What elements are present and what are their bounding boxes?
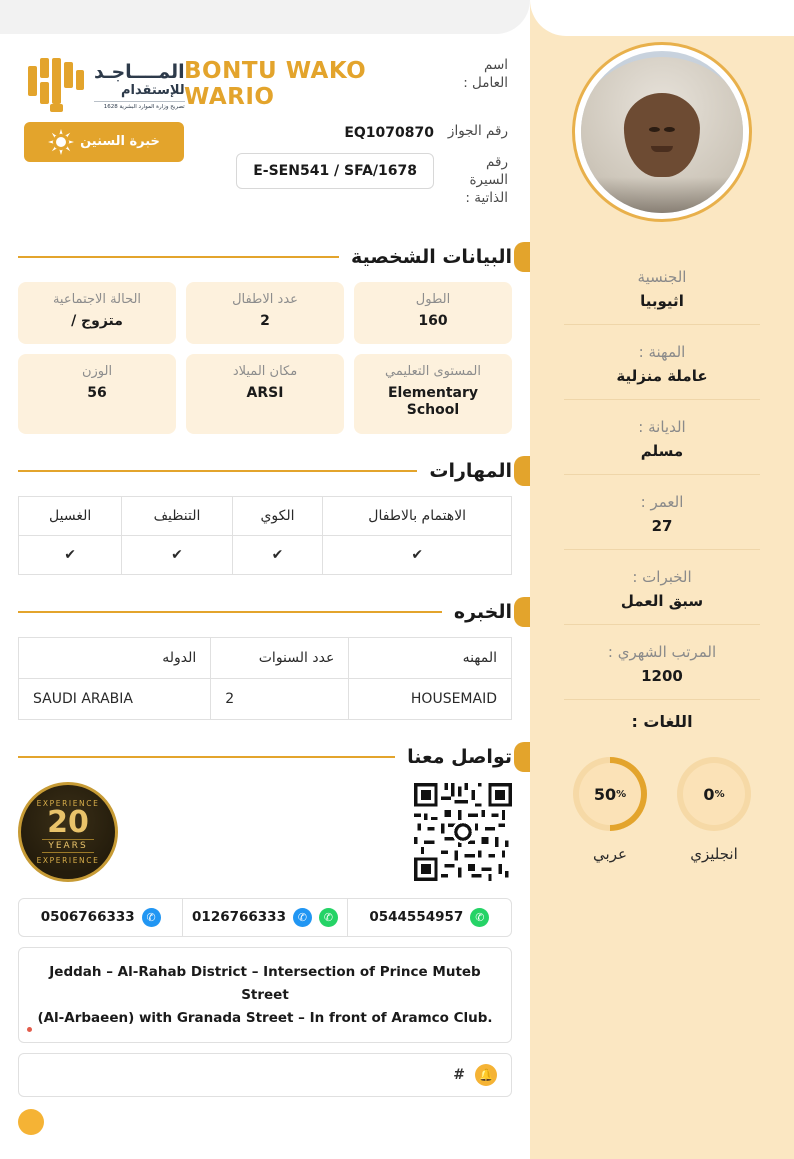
phone-entry-2[interactable] [182, 899, 346, 936]
logo-name-line2: للإستقدام [120, 82, 185, 98]
contact-top-row [18, 782, 512, 882]
seal-years-label: YEARS [42, 839, 93, 853]
sidebar-item-value: سبق العمل [620, 592, 704, 610]
table-row [19, 637, 512, 678]
sidebar-item-label: المهنة : [638, 343, 686, 361]
header [18, 0, 512, 220]
eye-right-icon [664, 127, 675, 132]
skill-header: الغسيل [19, 496, 122, 535]
field-cv-number [184, 153, 508, 208]
skill-header: التنظيف [122, 496, 232, 535]
eye-left-icon [649, 127, 660, 132]
sidebar-item-label: المرتب الشهري : [607, 643, 717, 661]
percent-sign: % [714, 788, 725, 800]
sidebar-item-nationality [530, 250, 794, 324]
card-value: 160 [418, 312, 448, 329]
field-label: رقم الجواز [447, 123, 508, 139]
phone-entry-3[interactable] [19, 899, 182, 936]
language-donut-inner [683, 763, 745, 825]
sidebar-item-label: الخبرات : [632, 568, 692, 586]
qr-code[interactable] [414, 783, 512, 881]
sidebar-item-label: الديانة : [638, 418, 686, 436]
mouth-icon [651, 146, 673, 152]
language-item-arabic [570, 757, 650, 863]
cell-country: SAUDI ARABIA [19, 678, 211, 719]
experience-table [18, 637, 512, 720]
address-line-2: (Al-Arbaeen) with Granada Street – In front of Aramco Club. [37, 1009, 493, 1026]
sidebar-item-religion [530, 400, 794, 474]
badge-label: خبرة السنين [80, 133, 160, 149]
phone-number: 0506766333 [40, 909, 135, 926]
field-name [184, 56, 508, 110]
section-rule [18, 756, 395, 758]
card-birthplace [186, 354, 344, 434]
photo-shadow [581, 177, 743, 213]
card-weight [18, 354, 176, 434]
language-item-english [674, 757, 754, 863]
card-label: الطول [415, 291, 451, 307]
card-label: الحالة الاجتماعية [52, 291, 142, 307]
field-passport [184, 122, 508, 141]
sidebar-item-experience [530, 550, 794, 624]
section-rule [18, 611, 442, 613]
sidebar-item-label: العمر : [640, 493, 684, 511]
check-icon: ✔ [323, 535, 512, 574]
avatar [572, 42, 752, 222]
personal-cards-row-2 [18, 354, 512, 434]
section-rule [18, 470, 417, 472]
table-row [19, 535, 512, 574]
card-value: متزوج / [71, 312, 123, 329]
card-label: عدد الاطفال [232, 291, 298, 307]
phone-numbers-row [18, 898, 512, 937]
card-education [354, 354, 512, 434]
cell-years: 2 [211, 678, 349, 719]
cell-profession: HOUSEMAID [349, 678, 512, 719]
section-personal-data [18, 246, 512, 268]
avatar-photo [581, 51, 743, 213]
sidebar-item-value: 1200 [641, 667, 683, 685]
section-title: الخبره [453, 600, 512, 623]
sidebar-info-list [530, 250, 794, 863]
section-skills [18, 460, 512, 482]
starburst-icon [48, 129, 74, 155]
company-logo [24, 56, 184, 162]
personal-cards-row-1 [18, 282, 512, 344]
language-name: عربي [593, 845, 627, 863]
language-donut [677, 757, 751, 831]
table-row [19, 678, 512, 719]
section-tab [514, 242, 530, 272]
column-header-country: الدوله [19, 637, 211, 678]
check-icon: ✔ [232, 535, 323, 574]
sidebar-item-salary [530, 625, 794, 699]
sidebar-item-profession [530, 325, 794, 399]
field-label: رقم السيرة الذاتية : [465, 154, 508, 207]
seal-number: 20 [47, 804, 89, 840]
sidebar-top-notch [530, 0, 794, 36]
section-title: البيانات الشخصية [351, 245, 512, 268]
card-marital-status [18, 282, 176, 344]
experience-seal-icon [18, 782, 118, 882]
field-label: اسم العامل : [463, 57, 508, 92]
language-percent: 0 [703, 784, 715, 804]
language-donut-inner [579, 763, 641, 825]
experience-badge [24, 122, 184, 162]
language-donut [573, 757, 647, 831]
column-header-profession: المهنه [349, 637, 512, 678]
phone-entry-1[interactable] [347, 899, 511, 936]
section-title: المهارات [429, 459, 512, 482]
address-box [18, 947, 512, 1044]
check-icon: ✔ [19, 535, 122, 574]
cv-number-box: E-SEN541 / SFA/1678 [236, 153, 434, 189]
table-row [19, 496, 512, 535]
identity-fields [184, 56, 512, 220]
sidebar-item-age [530, 475, 794, 549]
whatsapp-icon[interactable]: ✆ [319, 908, 338, 927]
sidebar-item-value: عاملة منزلية [616, 367, 708, 385]
card-label: الوزن [81, 363, 113, 379]
logo-license-text: تصريح وزارة الموارد البشرية 1628 [94, 101, 185, 110]
sidebar-item-value: اثيوبيا [640, 292, 684, 310]
address-line-1: Jeddah – Al-Rahab District – Intersection of Prince Muteb Street [49, 963, 481, 1003]
languages-title: اللغات : [631, 712, 693, 731]
section-title: تواصل معنا [407, 745, 512, 768]
section-experience [18, 601, 512, 623]
card-value: ARSI [246, 384, 284, 401]
bell-icon[interactable]: 🔔 [475, 1064, 497, 1086]
card-value: Elementary School [387, 384, 479, 418]
logo-name-line1: المــــاجـد [94, 60, 185, 83]
skill-header: الاهتمام بالاطفال [323, 496, 512, 535]
section-tab [514, 597, 530, 627]
phone-number: 0126766333 [192, 909, 286, 926]
social-box [18, 1053, 512, 1097]
whatsapp-icon[interactable]: ✆ [470, 908, 489, 927]
page-title: BONTU WAKO WARIO [184, 58, 367, 110]
seal-top-text: EXPERIENCE [36, 798, 100, 808]
languages-chart [530, 737, 794, 863]
phone-icon[interactable]: ✆ [293, 908, 312, 927]
sidebar [530, 0, 794, 1159]
card-label: مكان الميلاد [232, 363, 298, 379]
passport-value: EQ1070870 [344, 125, 434, 141]
language-percent: 50 [593, 784, 617, 804]
skill-header: الكوي [232, 496, 323, 535]
sidebar-item-value: مسلم [640, 442, 684, 460]
location-dot-icon [27, 1027, 32, 1032]
bottom-accent-circle [18, 1109, 44, 1135]
section-contact [18, 746, 512, 768]
sidebar-item-label: الجنسية [637, 268, 687, 286]
sidebar-item-value: 27 [651, 517, 673, 535]
card-label: المستوى التعليمي [385, 363, 481, 379]
card-children [186, 282, 344, 344]
column-header-years: عدد السنوات [211, 637, 349, 678]
check-icon: ✔ [122, 535, 232, 574]
phone-icon[interactable]: ✆ [142, 908, 161, 927]
phone-number: 0544554957 [369, 909, 464, 926]
card-value: 56 [87, 384, 107, 401]
card-value: 2 [260, 312, 270, 329]
percent-sign: % [616, 788, 627, 800]
language-name: انجليزي [690, 845, 738, 863]
section-tab [514, 742, 530, 772]
section-tab [514, 456, 530, 486]
logo-top [24, 56, 184, 114]
card-height [354, 282, 512, 344]
logo-text [94, 61, 185, 110]
hashtag-icon: # [453, 1067, 465, 1084]
seal-bottom-text: EXPERIENCE [36, 855, 100, 865]
section-rule [18, 256, 339, 258]
skills-table [18, 496, 512, 575]
logo-mark-icon [24, 56, 88, 114]
